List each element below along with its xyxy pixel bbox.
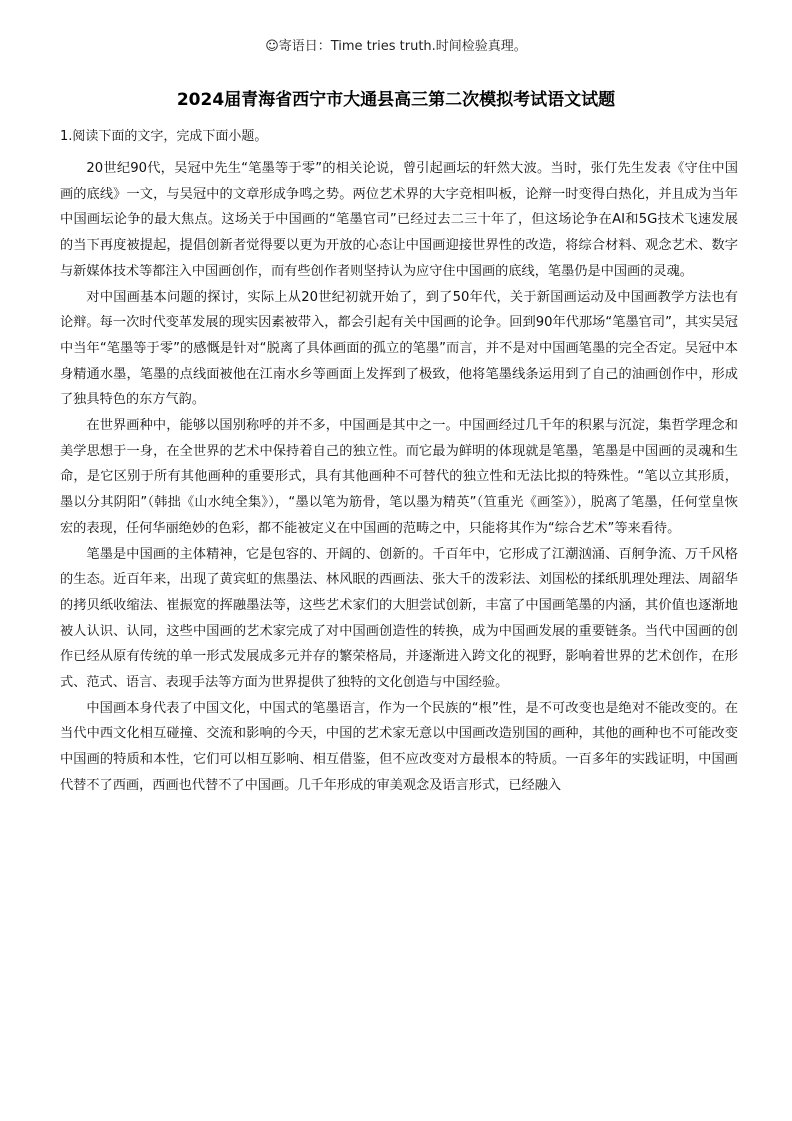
passage-paragraph: 在世界画种中，能够以国别称呼的并不多，中国画是其中之一。中国画经过几千年的积累与沉淀，集哲学理念和美学思想于一身，在全世界的艺术中保持着自己的独立性。而它最为鲜明的体现就是笔墨，笔墨是中国画的灵魂和生命，是它区别于所有其他画种的重要形式，具有其他画种不可替代的独立性和无法比拟的特殊性。“笔以立其形质，墨以分其阴阳”（韩拙《山水纯全集》），“墨以笔为筋骨，笔以墨为精英”（笪重光《画筌》），脱离了笔墨，任何堂皇恢宏的表现，任何华丽绝妙的色彩，都不能被定义在中国画的范畴之中，只能将其作为“综合艺术”等来看待。 xyxy=(60,418,738,536)
passage-paragraph: 20世纪90代，吴冠中先生“笔墨等于零”的相关论说，曾引起画坛的轩然大波。当时，张仃先生发表《守住中国画的底线》一文，与吴冠中的文章形成争鸣之势。两位艺术界的大字竞相叫板，论辩一时变得白热化，并且成为当年中国画坛论争的最大焦点。这场关于中国画的“笔墨官司”已经过去二三十年了，但这场论争在AI和5G技术飞速发展的当下再度被提起，提倡创新者觉得要以更为开放的心态让中国画迎接世界性的改造，将综合材料、观念艺术、数字与新媒体技术等都注入中国画创作，而有些创作者则坚持认为应守住中国画的底线，笔墨仍是中国画的灵魂。 xyxy=(60,161,738,279)
page-title: 2024届青海省西宁市大通县高三第二次模拟考试语文试题 xyxy=(176,90,616,110)
reading-passage xyxy=(60,156,738,799)
passage-paragraph: 对中国画基本问题的探讨，实际上从20世纪初就开始了，到了50年代，关于新国画运动及中国画教学方法也有论辩。每一次时代变革发展的现实因素被带入，都会引起有关中国画的论争。回到90年代那场“笔墨官司”，其实吴冠中当年“笔墨等于零”的感慨是针对“脱离了具体画面的孤立的笔墨”而言，并不是对中国画笔墨的完全否定。吴冠中本身精通水墨，笔墨的点线面被他在江南水乡等画面上发挥到了极致，他将笔墨线条运用到了自己的油画创作中，形成了独具特色的东方气韵。 xyxy=(60,289,738,408)
question-instruction: 1.阅读下面的文字，完成下面小题。 xyxy=(60,129,268,144)
passage-paragraph: 中国画本身代表了中国文化，中国式的笔墨语言，作为一个民族的“根”性，是不可改变也是绝对不能改变的。在当代中西文化相互碰撞、交流和影响的今天，中国的艺术家无意以中国画改造别国的画种，其他的画种也不可能改变中国画的特质和本性，它们可以相互影响、相互借鉴，但不应改变对方最根本的特质。一百多年的实践证明，中国画代替不了西画，西画也代替不了中国画。几千年形成的审美观念及语言形式，已经融入 xyxy=(60,700,738,793)
passage-paragraph: 笔墨是中国画的主体精神，它是包容的、开阔的、创新的。千百年中，它形成了江潮汹涌、百舸争流、万千风格的生态。近百年来，出现了黄宾虹的焦墨法、林风眠的西画法、张大千的泼彩法、刘国松的揉纸肌理处理法、周韶华的拷贝纸收缩法、崔振宽的挥融墨法等，这些艺术家们的大胆尝试创新，丰富了中国画笔墨的内涵，其价值也逐渐地被人认识、认同，这些中国画的艺术家完成了对中国画创造性的转换，成为中国画发展的重要链条。当代中国画的创作已经从原有传统的单一形式发展成多元并存的繁荣格局，并逐渐进入跨文化的视野，影响着世界的艺术创作，在形式、范式、语言、表现手法等方面为世界提供了独特的文化创造与中国经验。 xyxy=(60,546,738,691)
header-motto: ☺寄语日：Time tries truth.时间检验真理。 xyxy=(265,39,527,54)
